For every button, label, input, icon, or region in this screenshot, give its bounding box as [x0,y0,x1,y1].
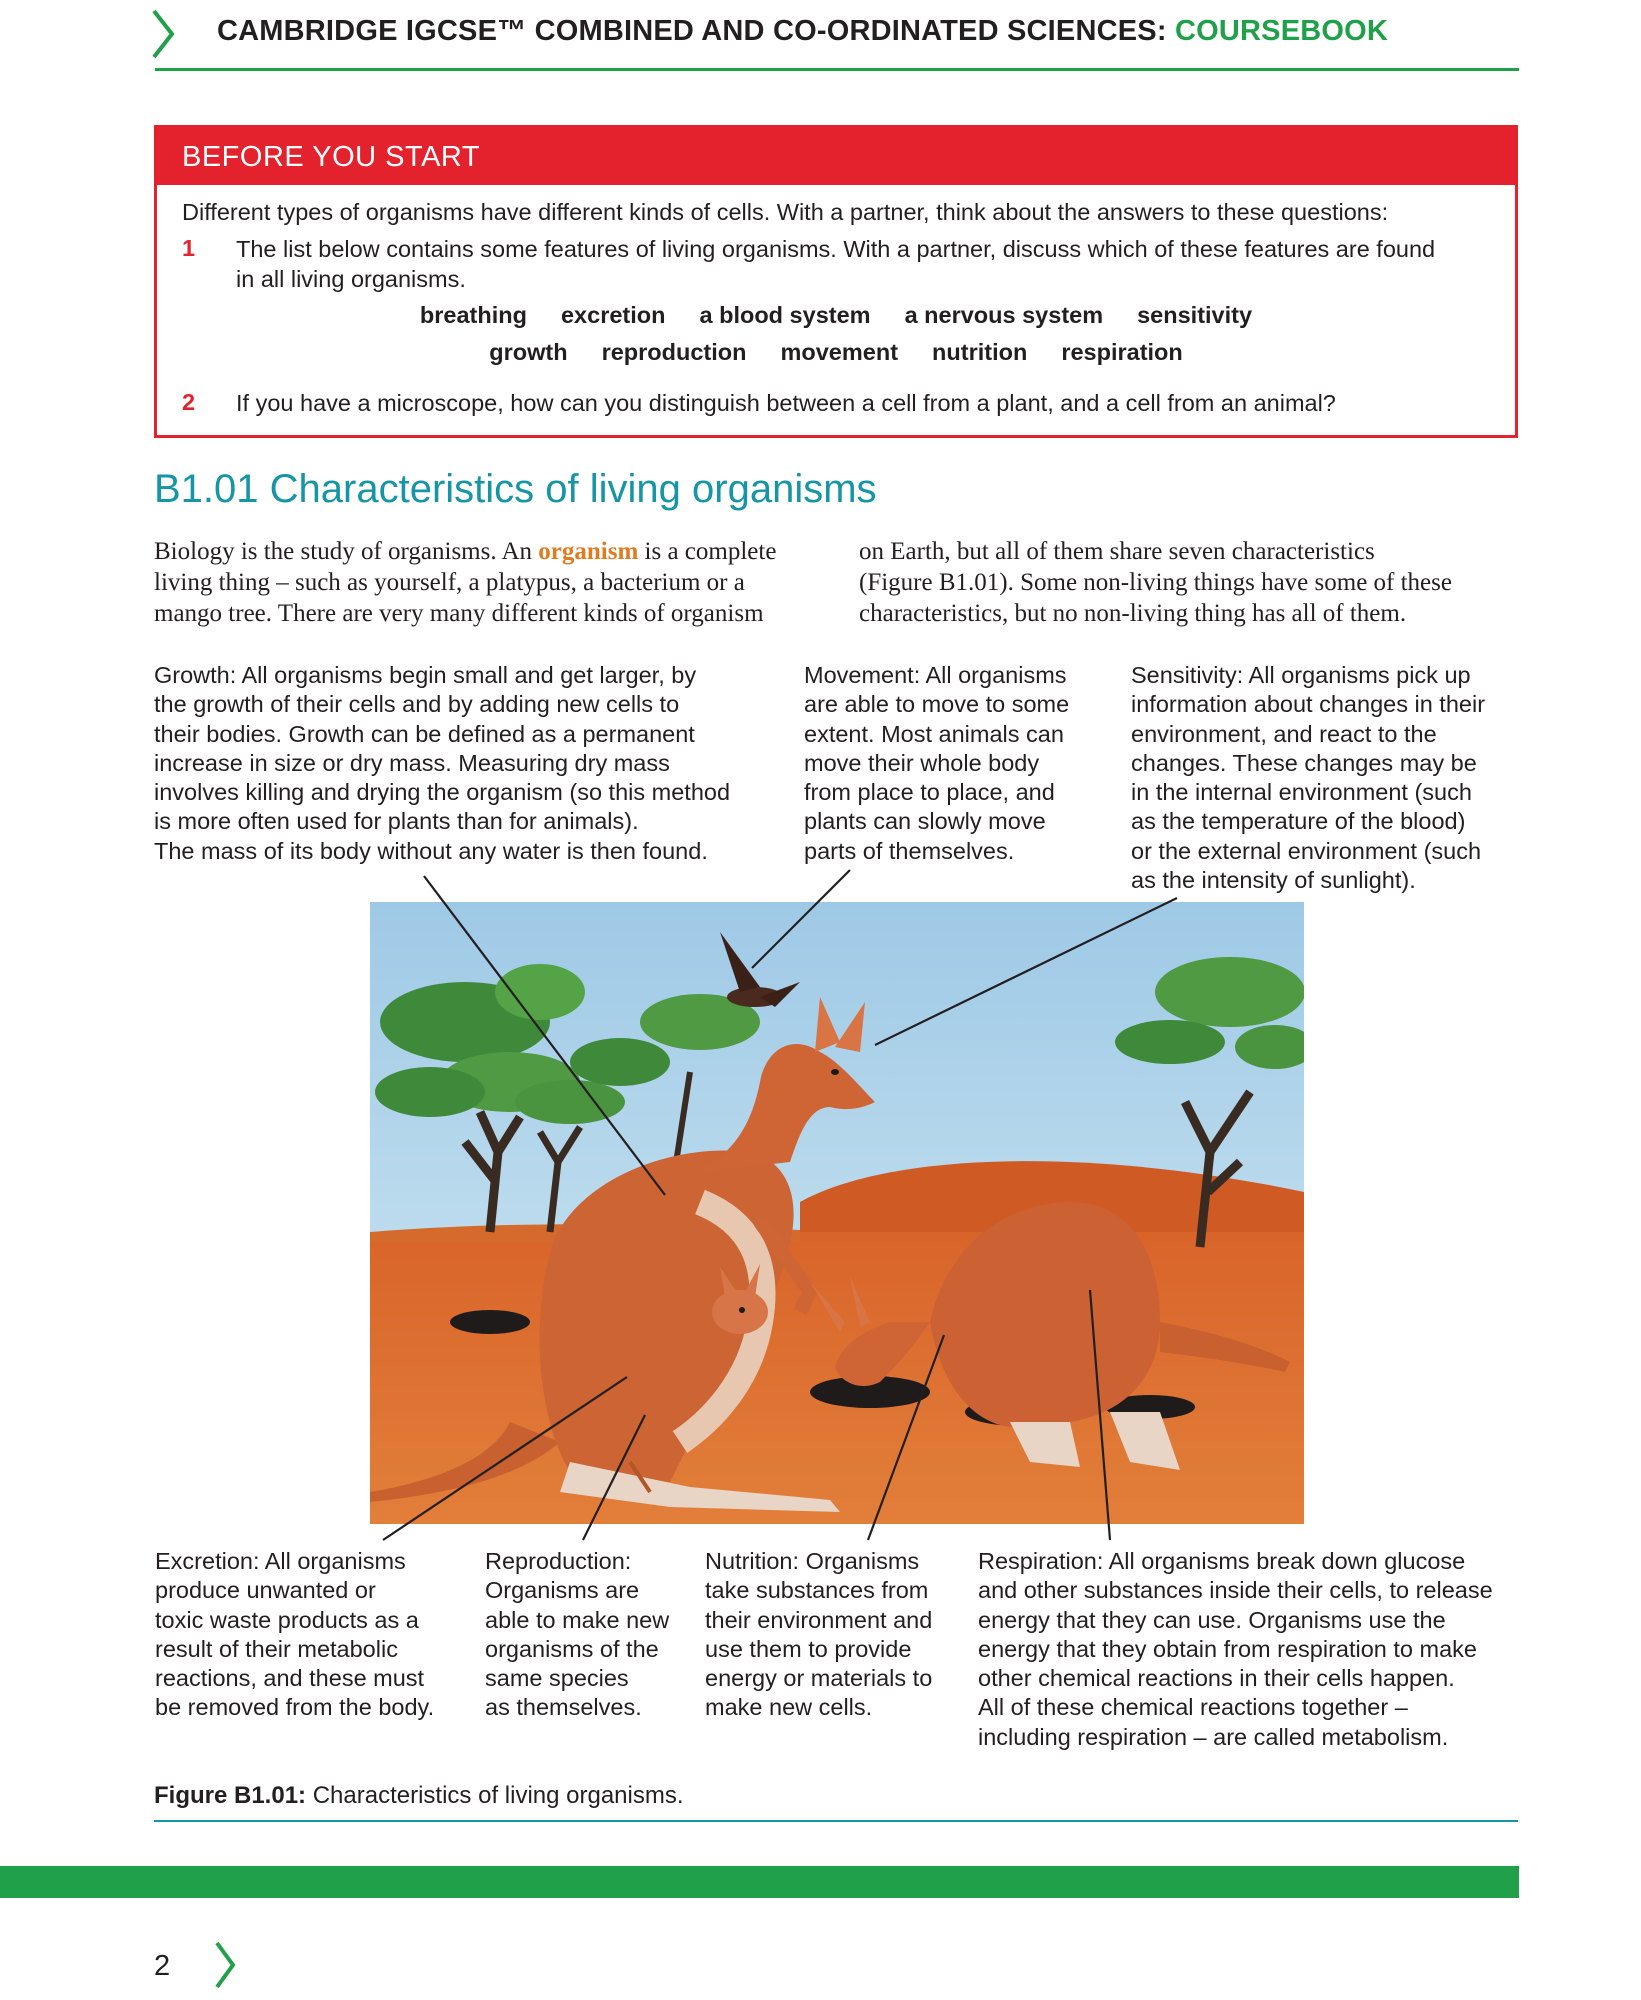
feature-word: movement [780,339,899,365]
label-line: changes. These changes may be [1131,749,1477,776]
label-line: parts of themselves. [804,837,1015,864]
label-line: The mass of its body without any water is then found. [154,837,708,864]
feature-word: respiration [1061,339,1183,365]
label-line: All of these chemical reactions together – [978,1694,1408,1721]
footer-bar [0,1866,1519,1898]
leader-line-respiration [1090,1290,1110,1540]
feature-word: breathing [419,302,527,328]
label-line: Growth: All organisms begin small and get larger, by [154,662,697,688]
label-line: Organisms are [485,1577,640,1604]
label-line: result of their metabolic [155,1635,398,1662]
header-title: CAMBRIDGE IGCSE™ COMBINED AND CO-ORDINATED SCIENCES: [217,15,1175,47]
question-1-number: 1 [182,235,196,261]
label-line: extent. Most animals can [804,720,1064,747]
label-line: use them to provide [705,1635,912,1662]
label-line: energy that they can use. Organisms use the [978,1606,1446,1633]
label-line: in the internal environment (such [1131,779,1472,806]
label-line: energy that they obtain from respiration to make [978,1635,1477,1662]
label-line: their environment and [705,1606,933,1633]
label-line: are able to move to some [804,691,1070,718]
leader-line-excretion [383,1377,627,1540]
label-line: same species [485,1665,629,1692]
label-line: Movement: All organisms [804,662,1067,688]
label-line: from place to place, and [804,779,1055,806]
label-line: as the intensity of sunlight). [1131,867,1416,894]
chevron-right-icon [213,1940,237,1990]
figure-caption-text: Characteristics of living organisms. [306,1782,684,1809]
label-line: organisms of the [485,1635,659,1662]
label-line: is more often used for plants than for animals). [154,808,639,835]
leader-line-growth [424,876,665,1195]
label-line: be removed from the body. [155,1694,435,1721]
label-line: energy or materials to [705,1665,933,1692]
intro-col1-line: living thing – such as yourself, a platypus, a bacterium or a [154,569,745,596]
figure-caption [154,1782,684,1810]
question-1-line-1: The list below contains some features of living organisms. With a partner, discuss which of these features are found [236,236,1436,262]
label-line: reactions, and these must [155,1665,425,1692]
figure-caption-label: Figure B1.01: [154,1782,307,1809]
label-line: involves killing and drying the organism (so this method [154,779,731,806]
label-line: increase in size or dry mass. Measuring dry mass [154,749,670,776]
label-nutrition [705,1547,932,1723]
label-line: including respiration – are called metabolism. [978,1723,1449,1750]
label-line: as themselves. [485,1694,642,1721]
feature-word: sensitivity [1137,302,1253,328]
label-line: Sensitivity: All organisms pick up [1131,662,1471,688]
label-line: Reproduction: [485,1548,632,1574]
feature-word: growth [489,339,568,365]
question-2-number: 2 [182,389,196,415]
feature-word: excretion [560,302,666,328]
label-line: Respiration: All organisms break down glucose [978,1548,1466,1574]
leader-line-reproduction [583,1415,645,1540]
label-respiration [978,1547,1493,1752]
label-line: and other substances inside their cells, to release [978,1577,1493,1604]
feature-word: a nervous system [904,302,1104,328]
intro-text: Biology is the study of organisms. An [154,538,539,565]
question-1-line-2: in all living organisms. [236,266,466,292]
figure-rule [154,1820,1518,1822]
label-line: take substances from [705,1577,929,1604]
label-line: other chemical reactions in their cells happen. [978,1665,1455,1692]
label-line: their bodies. Growth can be defined as a permanent [154,720,695,747]
before-you-start-heading: BEFORE YOU START [182,141,481,173]
feature-word: nutrition [932,339,1028,365]
label-line: Excretion: All organisms [155,1548,406,1574]
intro-col2-line: (Figure B1.01). Some non-living things have some of these [859,569,1452,596]
intro-col1-line: mango tree. There are very many different kinds of organism [154,600,764,627]
label-excretion [155,1547,434,1723]
label-line: toxic waste products as a [155,1606,419,1633]
label-line: able to make new [485,1606,670,1633]
leader-line-nutrition [868,1335,944,1540]
feature-word: a blood system [699,302,871,328]
section-title: B1.01 Characteristics of living organisms [154,467,877,511]
label-line: as the temperature of the blood) [1131,808,1466,835]
leader-line-movement [752,870,850,968]
header-title-accent: COURSEBOOK [1174,15,1389,47]
label-line: the growth of their cells and by adding new cells to [154,691,680,718]
label-line: environment, and react to the [1131,720,1437,747]
label-line: plants can slowly move [804,808,1046,835]
label-line: produce unwanted or [155,1577,376,1604]
label-line: information about changes in their [1131,691,1486,718]
intro-col2-line: on Earth, but all of them share seven characteristics [859,538,1375,565]
leader-line-sensitivity [875,898,1177,1045]
before-you-start-intro: Different types of organisms have different kinds of cells. With a partner, think about the answers to these questions: [182,199,1389,225]
intro-col2-line: characteristics, but no non-living thing has all of them. [859,600,1407,627]
question-2-text: If you have a microscope, how can you distinguish between a cell from a plant, and a cell from an animal? [236,390,1336,416]
label-line: Nutrition: Organisms [705,1548,920,1574]
page-number: 2 [154,1950,171,1982]
label-line: move their whole body [804,749,1040,776]
intro-text: is a complete [638,538,777,565]
feature-word: reproduction [601,339,747,365]
label-line: or the external environment (such [1131,837,1482,864]
label-line: make new cells. [705,1694,873,1721]
keyword-organism: organism [538,538,639,565]
label-reproduction [485,1547,669,1723]
